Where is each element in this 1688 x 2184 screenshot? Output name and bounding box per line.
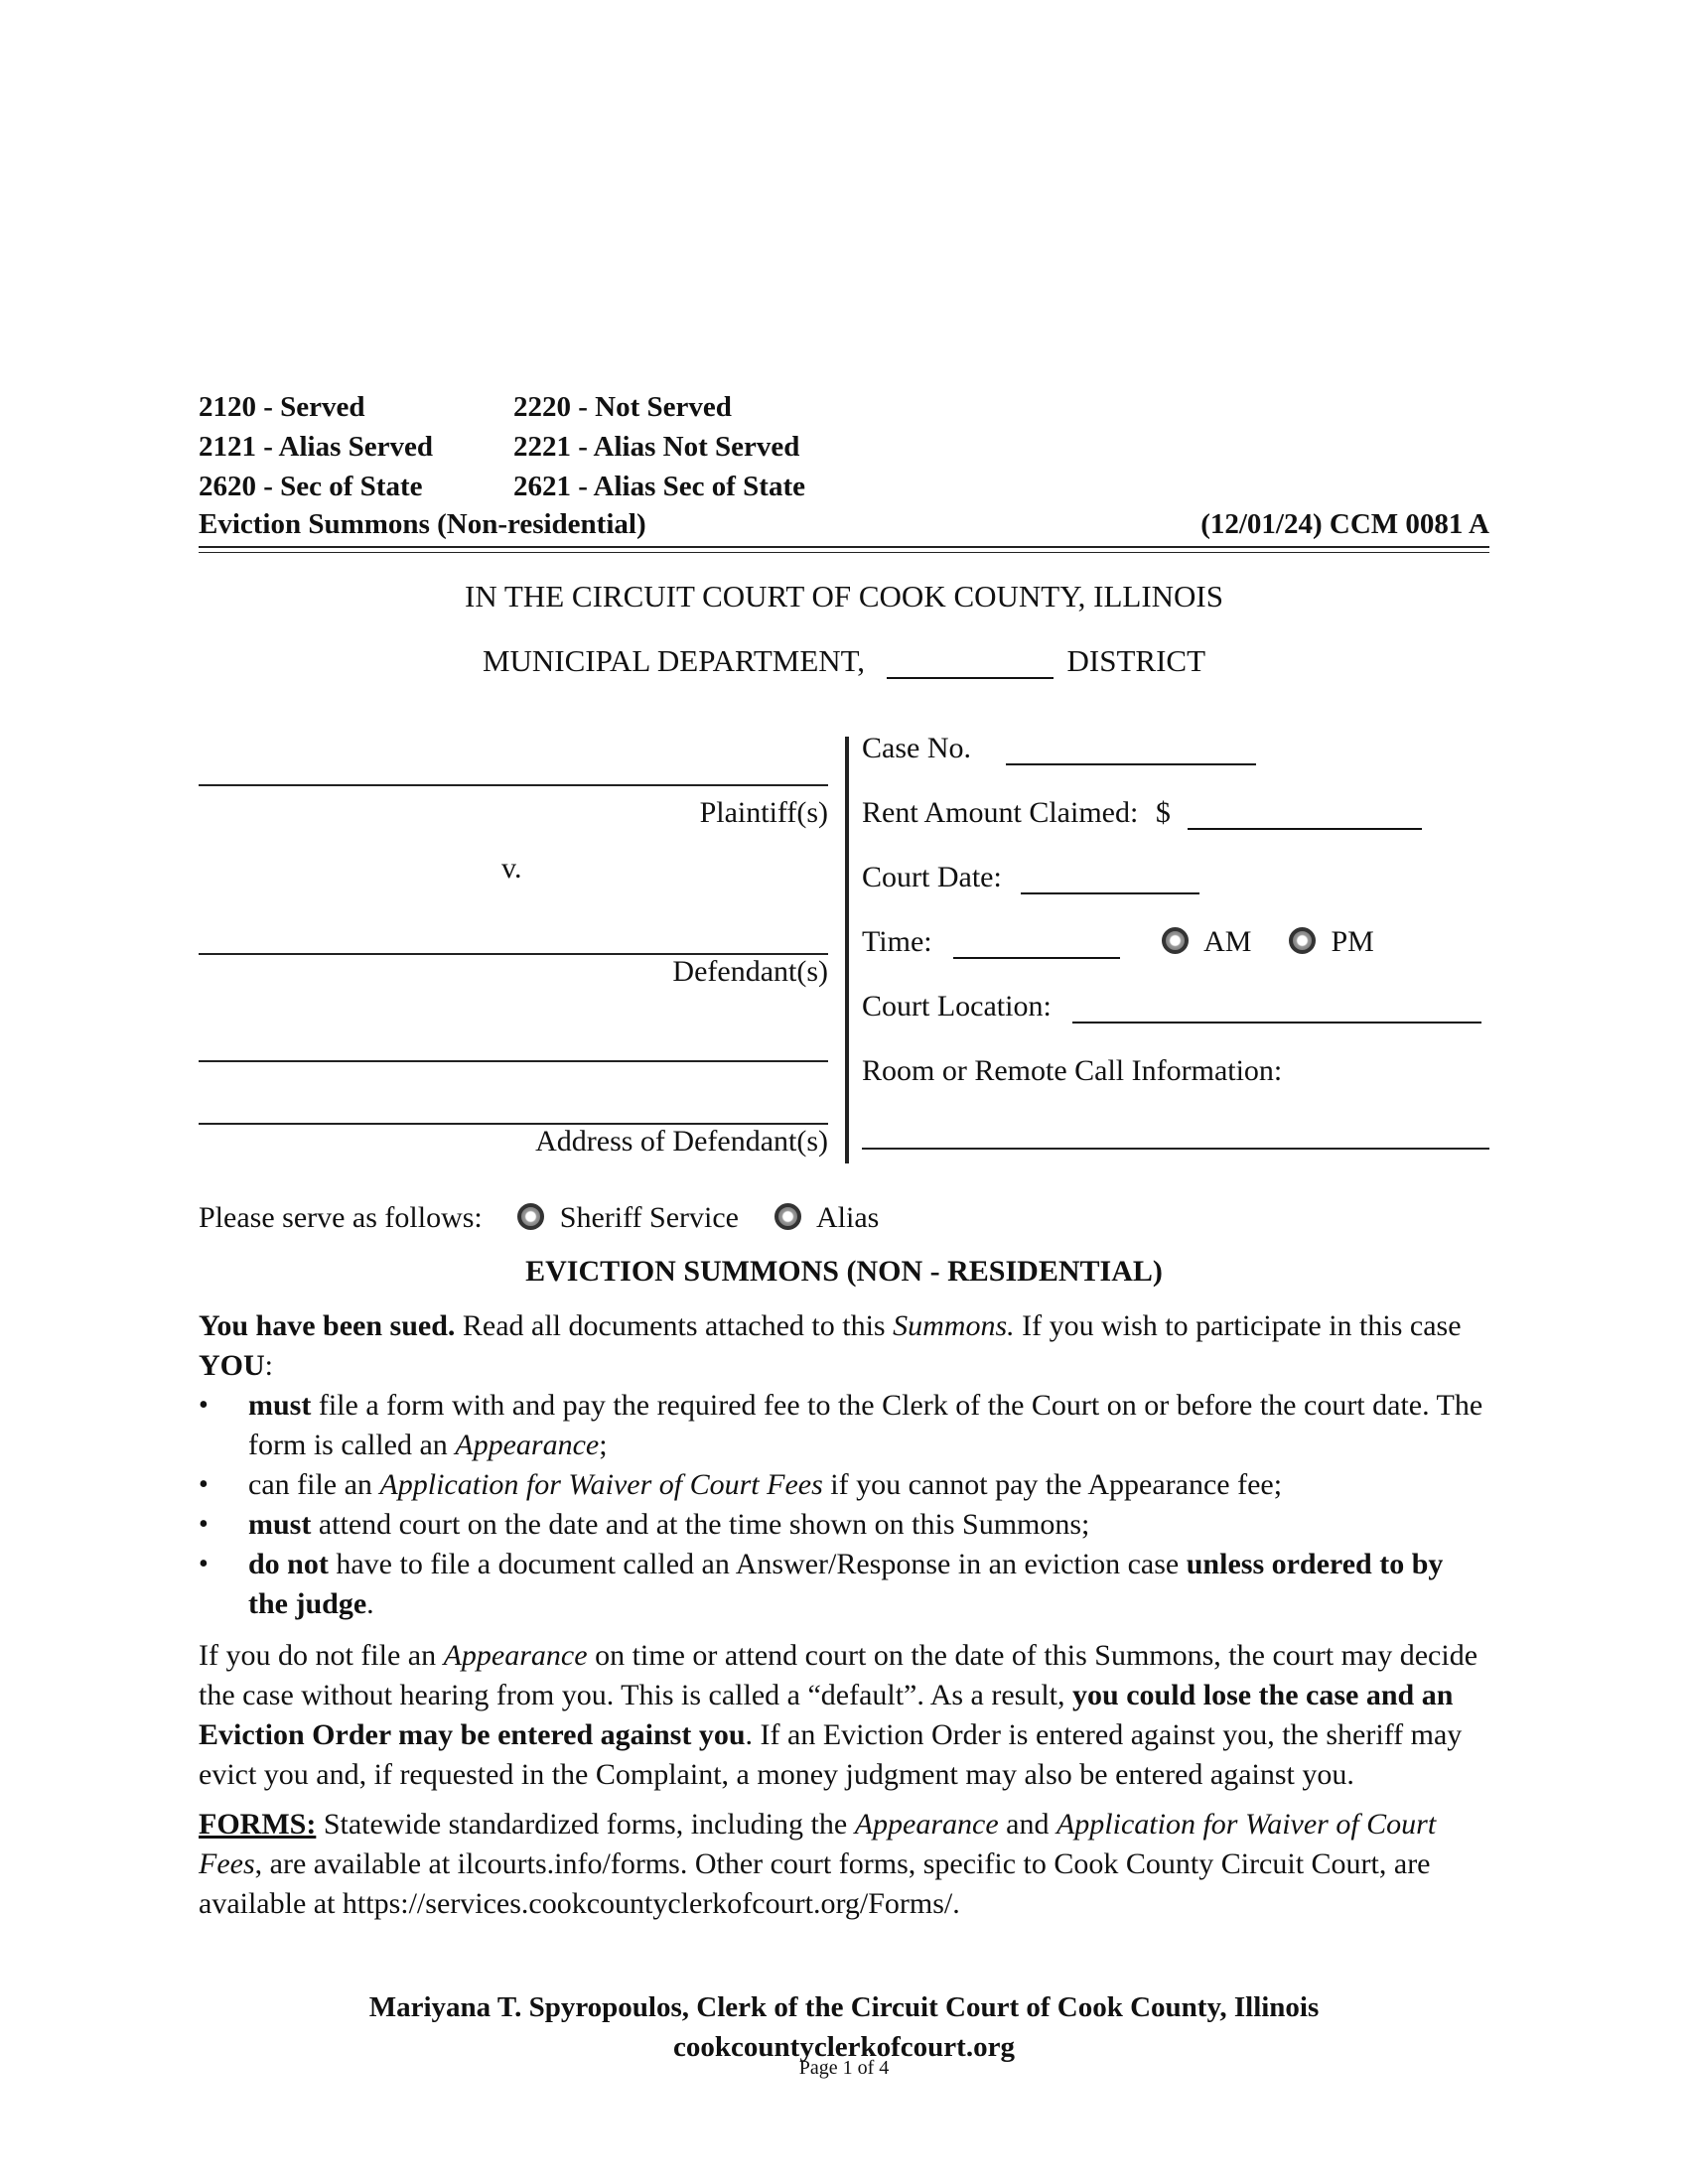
address-label: Address of Defendant(s) <box>535 1125 828 1158</box>
defendant-label: Defendant(s) <box>672 955 828 988</box>
footer <box>199 1987 1489 2067</box>
form-title: Eviction Summons (Non-residential) <box>199 508 646 540</box>
time-label: Time: <box>862 925 932 958</box>
forms-text-2: , are available at ilcourts.info/forms. Other court forms, specific to Cook County Circuit Court, are available at https://services.cookcountyclerkofcourt.org/Forms/. <box>199 1847 1431 1920</box>
court-date-field[interactable] <box>1021 863 1199 894</box>
sheriff-radio[interactable] <box>517 1203 544 1230</box>
court-location-label: Court Location: <box>862 990 1052 1023</box>
clerk-website: cookcountyclerkofcourt.org <box>673 2031 1015 2063</box>
b1-bold: must <box>248 1389 312 1422</box>
caption-divider <box>845 737 849 1163</box>
court-title: IN THE CIRCUIT COURT OF COOK COUNTY, ILLINOIS <box>465 579 1223 614</box>
pm-radio[interactable] <box>1289 927 1316 954</box>
alias-label: Alias <box>816 1201 880 1234</box>
rent-row <box>862 796 1422 830</box>
intro-colon: : <box>264 1349 274 1382</box>
b4-text: have to file a document called an Answer/Response in an eviction case <box>328 1548 1187 1580</box>
intro-text: Read all documents attached to this <box>455 1309 894 1342</box>
court-date-label: Court Date: <box>862 861 1002 893</box>
form-header <box>199 508 1489 541</box>
intro-bold: You have been sued. <box>199 1309 456 1342</box>
p2-text-2: on time or attend court on the date of this Summons, the court may decide the case without hearing from you. This is called a “default”. As a result, <box>199 1639 1478 1711</box>
b4-bold: do not <box>248 1548 329 1580</box>
intro-you: YOU <box>199 1349 265 1382</box>
plaintiff-label: Plaintiff(s) <box>699 796 828 829</box>
b2-text: can file an <box>248 1468 380 1501</box>
code-row <box>199 467 805 506</box>
b4-bold-2: unless ordered to by the judge <box>248 1548 1444 1620</box>
b2-italic: Application for Waiver of Court Fees <box>379 1468 823 1501</box>
intro-text-2: If you wish to participate in this case <box>1014 1309 1462 1342</box>
code-sec-of-state: 2620 - Sec of State <box>199 471 423 502</box>
b1-end: ; <box>599 1429 608 1461</box>
rent-label: Rent Amount Claimed: <box>862 796 1139 829</box>
court-location-row <box>862 990 1481 1024</box>
p2-text: If you do not file an <box>199 1639 444 1672</box>
code-alias-sec-of-state: 2621 - Alias Sec of State <box>513 471 805 502</box>
case-no-row <box>862 732 1256 765</box>
alias-radio[interactable] <box>774 1203 801 1230</box>
default-paragraph <box>199 1636 1489 1795</box>
versus-label: v. <box>501 852 522 885</box>
forms-text: Statewide standardized forms, including the <box>316 1808 855 1841</box>
header-rule-top <box>199 546 1489 548</box>
room-field[interactable] <box>862 1148 1489 1150</box>
header-rule-bottom <box>199 552 1489 553</box>
district-label: DISTRICT <box>1066 643 1206 678</box>
case-no-label: Case No. <box>862 732 971 764</box>
forms-label: FORMS: <box>199 1808 317 1841</box>
b1-italic: Appearance <box>455 1429 600 1461</box>
case-no-field[interactable] <box>1006 734 1256 765</box>
list-item <box>199 1386 1489 1465</box>
summons-body <box>199 1306 1489 1924</box>
dollar-sign: $ <box>1155 796 1171 829</box>
forms-and: and <box>998 1808 1056 1841</box>
p2-bold: you could lose the case and an Eviction Order may be entered against you <box>199 1679 1454 1751</box>
p2-italic: Appearance <box>443 1639 588 1672</box>
instructions-list <box>199 1386 1489 1624</box>
list-item <box>199 1545 1489 1624</box>
forms-paragraph <box>199 1805 1489 1924</box>
am-label: AM <box>1203 925 1252 958</box>
b3-bold: must <box>248 1508 312 1541</box>
time-row <box>862 925 1374 959</box>
court-location-field[interactable] <box>1072 992 1481 1024</box>
p2-text-3: . If an Eviction Order is entered against you, the sheriff may evict you and, if requested in the Complaint, a money judgment may also be entered against you. <box>199 1718 1463 1791</box>
forms-italic-waiver: Application for Waiver of Court Fees <box>199 1808 1437 1880</box>
summons-heading: EVICTION SUMMONS (NON - RESIDENTIAL) <box>525 1255 1163 1288</box>
address-line-1[interactable] <box>199 1060 828 1062</box>
department-line <box>199 643 1489 679</box>
clerk-name: Mariyana T. Spyropoulos, Clerk of the Circuit Court of Cook County, Illinois <box>368 1991 1320 2023</box>
department-label: MUNICIPAL DEPARTMENT, <box>482 643 866 678</box>
b2-text-2: if you cannot pay the Appearance fee; <box>822 1468 1283 1501</box>
sheriff-label: Sheriff Service <box>559 1201 739 1234</box>
b1-text: file a form with and pay the required fee to the Clerk of the Court on or before the court date. The form is called an <box>248 1389 1483 1461</box>
code-alias-served: 2121 - Alias Served <box>199 431 434 463</box>
serve-row <box>199 1201 879 1235</box>
am-radio[interactable] <box>1162 927 1189 954</box>
pm-label: PM <box>1331 925 1374 958</box>
disposition-codes <box>199 387 805 506</box>
page-number: Page 1 of 4 <box>798 2057 890 2079</box>
plaintiff-line[interactable] <box>199 784 828 786</box>
intro-italic: Summons. <box>893 1309 1015 1342</box>
list-item <box>199 1465 1489 1505</box>
code-row <box>199 427 805 467</box>
forms-italic-appearance: Appearance <box>854 1808 999 1841</box>
code-served: 2120 - Served <box>199 391 365 423</box>
form-code: (12/01/24) CCM 0081 A <box>1200 508 1489 540</box>
room-label: Room or Remote Call Information: <box>862 1054 1283 1087</box>
b4-end: . <box>366 1587 374 1620</box>
district-field[interactable] <box>887 647 1054 679</box>
list-item <box>199 1505 1489 1545</box>
intro-paragraph <box>199 1306 1489 1386</box>
code-row <box>199 387 805 427</box>
serve-label: Please serve as follows: <box>199 1201 483 1234</box>
b3-text: attend court on the date and at the time shown on this Summons; <box>311 1508 1090 1541</box>
code-alias-not-served: 2221 - Alias Not Served <box>513 431 800 463</box>
court-date-row <box>862 861 1199 894</box>
rent-field[interactable] <box>1188 798 1422 830</box>
code-not-served: 2220 - Not Served <box>513 391 732 423</box>
time-field[interactable] <box>953 927 1120 959</box>
